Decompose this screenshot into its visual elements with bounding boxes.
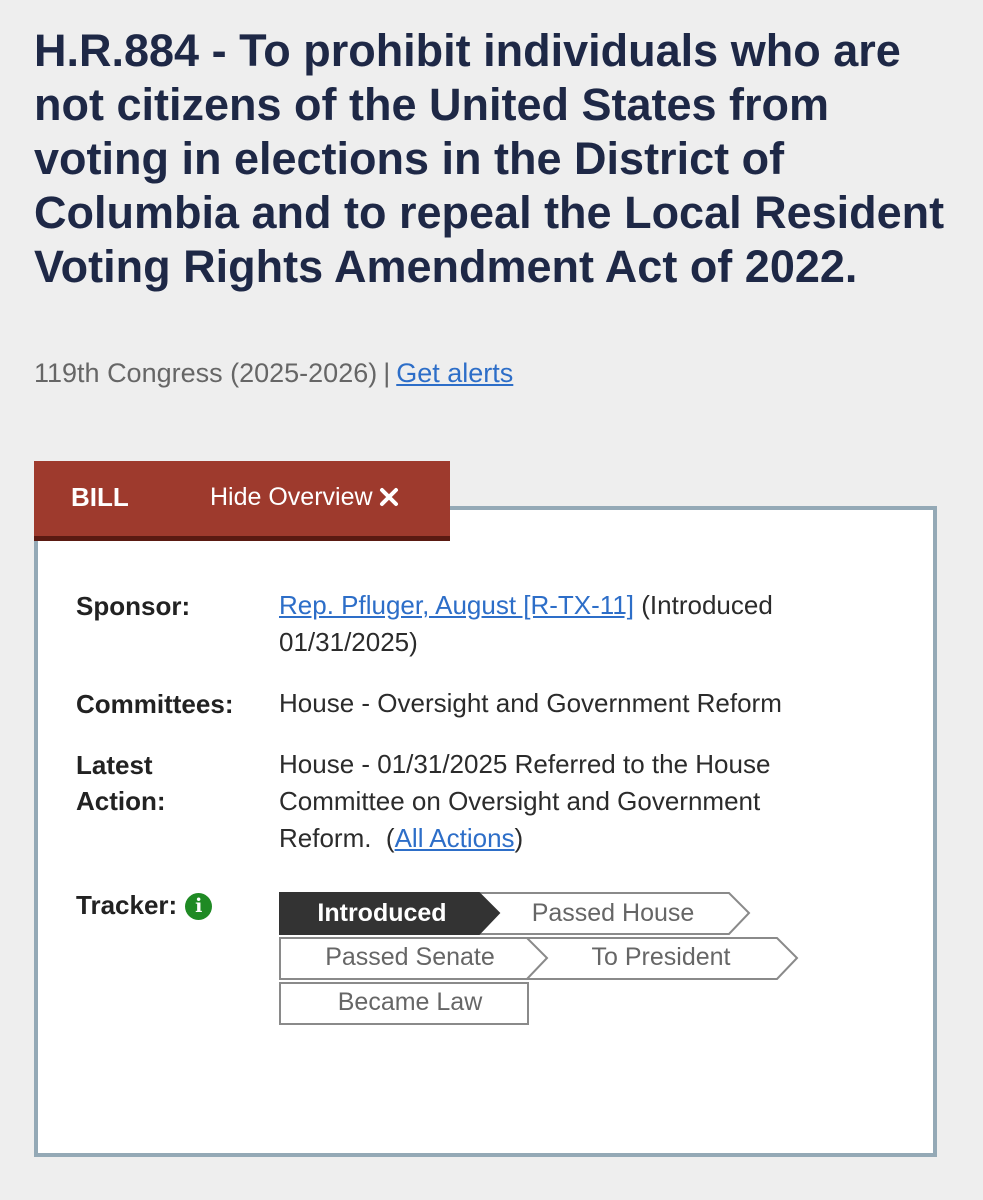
tracker-step-became-law: Became Law	[337, 988, 483, 1016]
tracker-step-passed-senate: Passed Senate	[325, 943, 495, 971]
latest-action-label	[76, 747, 166, 819]
close-icon	[379, 485, 399, 514]
latest-action-value	[279, 746, 859, 857]
tracker-step-to-president: To President	[591, 943, 731, 971]
sponsor-introduced-note: (Introduced 01/31/2025)	[279, 590, 773, 657]
all-actions-link[interactable]: All Actions	[394, 823, 515, 853]
tracker-label: Tracker:	[76, 890, 178, 920]
status-tracker	[279, 892, 809, 1032]
sponsor-label: Sponsor:	[76, 591, 191, 621]
tab-bill[interactable]: BILL	[71, 482, 129, 512]
latest-action-label-line2: Action:	[76, 786, 166, 816]
tracker-step-introduced: Introduced	[317, 899, 447, 927]
page-title: H.R.884 - To prohibit individuals who are not citizens of the United States from voting in elections in the District of Columbia and to repeal the Local Resident Voting Rights Amendment Act of 2022.	[34, 25, 945, 292]
sponsor-value	[279, 587, 899, 661]
committees-value: House - Oversight and Government Reform	[279, 688, 782, 718]
all-actions-open-paren: (	[385, 823, 395, 853]
separator: |	[383, 358, 391, 388]
latest-action-text: House - 01/31/2025 Referred to the House Committee on Oversight and Government Reform.	[279, 749, 771, 853]
info-icon[interactable]: i	[185, 893, 212, 920]
tracker-step-passed-house: Passed House	[531, 899, 695, 927]
all-actions-close-paren: )	[514, 823, 524, 853]
overview-tab-bar	[34, 461, 450, 541]
sponsor-link[interactable]: Rep. Pfluger, August [R-TX-11]	[279, 590, 635, 620]
congress-session: 119th Congress (2025-2026)	[34, 358, 378, 388]
hide-overview-label: Hide Overview	[210, 483, 373, 511]
hide-overview-button[interactable]	[210, 483, 399, 514]
get-alerts-link[interactable]: Get alerts	[396, 358, 514, 388]
latest-action-label-line1: Latest	[76, 750, 153, 780]
congress-line	[34, 358, 513, 389]
tracker-label-row	[76, 887, 212, 923]
committees-label: Committees:	[76, 689, 234, 719]
